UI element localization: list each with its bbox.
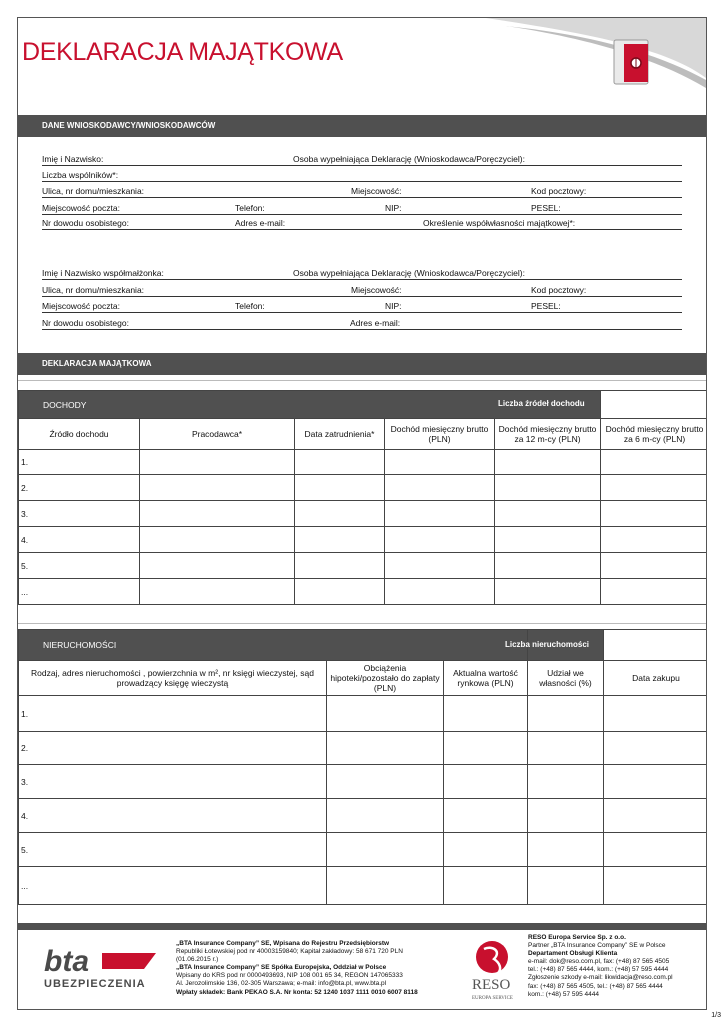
table-cell[interactable]: [528, 867, 604, 905]
income-col-source: Źródło dochodu: [19, 419, 140, 450]
table-cell[interactable]: [327, 732, 444, 765]
table-row: [19, 501, 708, 527]
table-row: [19, 799, 708, 833]
table-cell[interactable]: [601, 475, 707, 501]
table-cell[interactable]: [495, 527, 601, 553]
income-columns-row: [19, 419, 708, 450]
table-cell[interactable]: [385, 475, 495, 501]
reso-logo-text: RESO: [472, 977, 511, 993]
table-cell[interactable]: [444, 732, 528, 765]
income-header-row: [19, 391, 708, 419]
table-cell[interactable]: [601, 553, 707, 579]
realestate-columns-row: [19, 661, 708, 696]
spouse-phone-label: Telefon:: [235, 301, 265, 311]
bta-line: Wpisany do KRS pod nr 0000493693, NIP 108 001 65 34, REGON 147065333: [176, 972, 403, 980]
bta-line: Al. Jerozolimskie 136, 02-305 Warszawa; e-mail: info@bta.pl, www.bta.pl: [176, 980, 387, 988]
spouse-pesel-label: PESEL:: [531, 301, 561, 311]
realestate-header: NIERUCHOMOŚCI: [19, 630, 528, 661]
table-cell[interactable]: [327, 867, 444, 905]
income-header: DOCHODY: [19, 391, 601, 419]
applicant-postcode-label: Kod pocztowy:: [531, 186, 587, 196]
table-cell[interactable]: [385, 450, 495, 475]
bta-company-info: [176, 940, 448, 997]
income-col-employer: Pracodawca*: [140, 419, 295, 450]
realestate-col-purchase-date: Data zakupu: [604, 661, 708, 696]
realestate-col-mortgage: Obciążenia hipoteki/pozostało do zapłaty (PLN): [327, 661, 444, 696]
reso-line: tel.: (+48) 87 565 4444, kom.: (+48) 57 595 4444: [528, 966, 669, 974]
bta-logo-text: bta: [44, 945, 89, 978]
income-col-12m: Dochód miesięczny brutto za 12 m-cy (PLN): [495, 419, 601, 450]
applicant-person-label: Osoba wypełniająca Deklarację (Wnioskodawca/Poręczyciel):: [293, 154, 525, 164]
reso-company-info: [528, 934, 704, 999]
table-cell[interactable]: [140, 579, 295, 605]
table-cell[interactable]: [601, 527, 707, 553]
table-cell[interactable]: [495, 579, 601, 605]
table-cell[interactable]: [495, 553, 601, 579]
table-cell[interactable]: [385, 501, 495, 527]
row-number: 1.: [19, 450, 140, 475]
table-cell[interactable]: [495, 475, 601, 501]
spouse-postcode-label: Kod pocztowy:: [531, 285, 587, 295]
reso-line: RESO Europa Service Sp. z o.o.: [528, 934, 626, 941]
table-cell[interactable]: [140, 501, 295, 527]
reso-line: Departament Obsługi Klienta: [528, 950, 618, 958]
table-cell[interactable]: [295, 579, 385, 605]
applicant-city-label: Miejscowość:: [351, 186, 402, 196]
applicant-phone-label: Telefon:: [235, 203, 265, 213]
row-number: 3.: [19, 765, 327, 799]
table-cell[interactable]: [140, 553, 295, 579]
spouse-id-label: Nr dowodu osobistego:: [42, 318, 129, 328]
form-page: [17, 17, 707, 1010]
row-number: 5.: [19, 833, 327, 867]
table-row: [19, 450, 708, 475]
table-row: [19, 867, 708, 905]
applicant-pesel-label: PESEL:: [531, 203, 561, 213]
applicant-postoffice-label: Miejscowość poczta:: [42, 203, 120, 213]
applicant-id-label: Nr dowodu osobistego:: [42, 218, 129, 228]
spouse-city-label: Miejscowość:: [351, 285, 402, 295]
table-cell[interactable]: [528, 732, 604, 765]
table-cell[interactable]: [601, 579, 707, 605]
table-cell[interactable]: [295, 553, 385, 579]
table-cell[interactable]: [604, 799, 708, 833]
table-cell[interactable]: [604, 867, 708, 905]
row-number: 2.: [19, 732, 327, 765]
row-number: ...: [19, 579, 140, 605]
bta-line: (01.06.2015 r.): [176, 956, 219, 964]
row-number: ...: [19, 867, 327, 905]
section-header-declaration: DEKLARACJA MAJĄTKOWA: [18, 353, 707, 375]
divider: [18, 380, 707, 381]
table-cell[interactable]: [604, 732, 708, 765]
realestate-count-cell[interactable]: [604, 630, 708, 661]
reso-line: kom.: (+48) 57 595 4444: [528, 990, 600, 998]
table-cell[interactable]: [295, 475, 385, 501]
table-row: [19, 475, 708, 501]
table-cell[interactable]: [528, 833, 604, 867]
table-cell[interactable]: [495, 501, 601, 527]
spouse-street-label: Ulica, nr domu/mieszkania:: [42, 285, 145, 295]
bta-line: „BTA Insurance Company” SE Spółka Europejska, Oddział w Polsce: [176, 964, 387, 972]
table-cell[interactable]: [444, 765, 528, 799]
bta-line: Wpłaty składek: Bank PEKAO S.A. Nr konta: 52 1240 1037 1111 0010 6007 8118: [176, 988, 418, 996]
table-cell[interactable]: [327, 696, 444, 732]
reso-line: e-mail: dok@reso.com.pl, fax: (+48) 87 565 4505: [528, 958, 670, 966]
row-number: 1.: [19, 696, 327, 732]
table-cell[interactable]: [601, 501, 707, 527]
table-cell[interactable]: [385, 527, 495, 553]
income-col-6m: Dochód miesięczny brutto za 6 m-cy (PLN): [601, 419, 707, 450]
table-cell[interactable]: [444, 696, 528, 732]
row-number: 2.: [19, 475, 140, 501]
spouse-postoffice-label: Miejscowość poczta:: [42, 301, 120, 311]
table-row: [19, 696, 708, 732]
table-row: [19, 553, 708, 579]
section-header-applicants: DANE WNIOSKODAWCY/WNIOSKODAWCÓW: [18, 115, 707, 137]
row-number: 4.: [19, 799, 327, 833]
spouse-name-field[interactable]: [42, 279, 682, 280]
spouse-postoffice-field[interactable]: [42, 312, 682, 313]
table-cell[interactable]: [327, 765, 444, 799]
table-cell[interactable]: [495, 450, 601, 475]
spouse-person-label: Osoba wypełniająca Deklarację (Wnioskodawca/Poręczyciel):: [293, 268, 525, 278]
table-cell[interactable]: [385, 553, 495, 579]
applicant-nip-label: NIP:: [385, 203, 402, 213]
reso-logo-subtitle: EUROPA SERVICE: [472, 996, 513, 1001]
applicant-partners-field[interactable]: [42, 181, 682, 182]
page-number: 1/3: [711, 1012, 721, 1019]
reso-line: Partner „BTA Insurance Company” SE w Polsce: [528, 942, 666, 950]
table-cell[interactable]: [140, 527, 295, 553]
bta-logo: [40, 943, 165, 993]
table-row: [19, 527, 708, 553]
row-number: 4.: [19, 527, 140, 553]
safe-illustration: [466, 18, 706, 118]
divider: [18, 623, 707, 624]
table-cell[interactable]: [327, 799, 444, 833]
reso-logo: [470, 935, 525, 1005]
table-cell[interactable]: [444, 833, 528, 867]
spouse-email-label: Adres e-mail:: [350, 318, 401, 328]
table-cell[interactable]: [444, 799, 528, 833]
spouse-name-label: Imię i Nazwisko współmałżonka:: [42, 268, 164, 278]
applicant-street-label: Ulica, nr domu/mieszkania:: [42, 186, 145, 196]
realestate-col-market-value: Aktualna wartość rynkowa (PLN): [444, 661, 528, 696]
applicant-postoffice-field[interactable]: [42, 214, 682, 215]
bta-line: Republiki Łotewskiej pod nr 40003159840; Kapitał zakładowy: 58 671 720 PLN: [176, 948, 403, 956]
table-cell[interactable]: [295, 450, 385, 475]
applicant-partners-label: Liczba wspólników*:: [42, 170, 119, 180]
income-count-label: Liczba źródeł dochodu: [498, 399, 585, 408]
applicant-id-field[interactable]: [42, 229, 682, 230]
footer: [18, 923, 707, 1010]
footer-bar: [18, 923, 707, 930]
realestate-count-label: Liczba nieruchomości: [505, 640, 590, 649]
spouse-nip-label: NIP:: [385, 301, 402, 311]
income-col-employment-date: Data zatrudnienia*: [295, 419, 385, 450]
table-cell[interactable]: [385, 579, 495, 605]
table-cell[interactable]: [528, 765, 604, 799]
table-cell[interactable]: [295, 501, 385, 527]
applicant-name-field[interactable]: [42, 165, 682, 166]
table-cell[interactable]: [140, 450, 295, 475]
bta-logo-subtitle: UBEZPIECZENIA: [44, 978, 146, 990]
table-cell[interactable]: [528, 799, 604, 833]
table-cell[interactable]: [327, 833, 444, 867]
applicant-name-label: Imię i Nazwisko:: [42, 154, 104, 164]
table-cell[interactable]: [295, 527, 385, 553]
applicant-email-label: Adres e-mail:: [235, 218, 286, 228]
table-cell[interactable]: [444, 867, 528, 905]
income-col-monthly: Dochód miesięczny brutto (PLN): [385, 419, 495, 450]
table-cell[interactable]: [601, 450, 707, 475]
income-count-cell[interactable]: [601, 391, 707, 419]
table-row: [19, 833, 708, 867]
table-cell[interactable]: [528, 696, 604, 732]
spouse-id-field[interactable]: [42, 329, 682, 330]
row-number: 3.: [19, 501, 140, 527]
table-cell[interactable]: [604, 833, 708, 867]
spouse-street-field[interactable]: [42, 296, 682, 297]
table-row: [19, 765, 708, 799]
table-cell[interactable]: [140, 475, 295, 501]
realestate-header-row: [19, 630, 708, 661]
table-row: [19, 579, 708, 605]
realestate-col-share: Udział we własności (%): [528, 661, 604, 696]
row-number: 5.: [19, 553, 140, 579]
bta-line: „BTA Insurance Company” SE, Wpisana do Rejestru Przedsiębiorstw: [176, 940, 390, 947]
table-cell[interactable]: [604, 765, 708, 799]
reso-line: fax: (+48) 87 565 4505, tel.: (+48) 87 565 4444: [528, 982, 663, 990]
applicant-street-field[interactable]: [42, 197, 682, 198]
income-table: [18, 390, 707, 605]
realestate-col-description: Rodzaj, adres nieruchomości , powierzchnia w m², nr księgi wieczystej, sąd prowadzący księgę wieczystą: [19, 661, 327, 696]
reso-line: Zgłoszenie szkody e-mail: likwidacja@reso.com.pl: [528, 974, 673, 982]
applicant-coownership-label: Określenie współwłasności majątkowej*:: [423, 218, 576, 228]
table-cell[interactable]: [604, 696, 708, 732]
table-row: [19, 732, 708, 765]
realestate-table: [18, 629, 707, 905]
page-title: DEKLARACJA MAJĄTKOWA: [22, 38, 343, 66]
